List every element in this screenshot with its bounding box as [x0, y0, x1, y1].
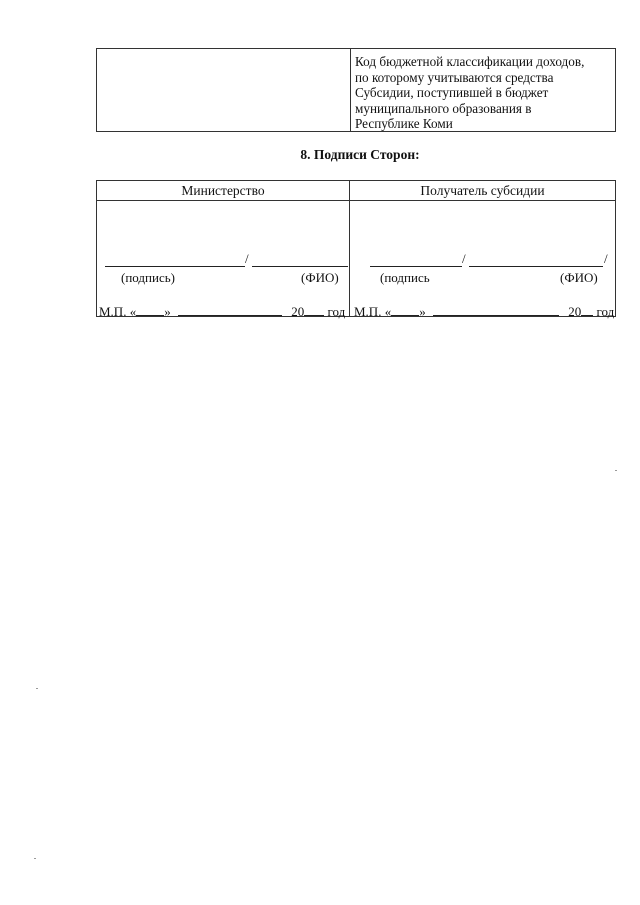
signature-line — [105, 266, 245, 267]
recipient-header: Получатель субсидии — [420, 183, 545, 198]
month-blank — [178, 305, 282, 316]
scan-speck — [36, 688, 38, 689]
slash-separator: / — [462, 251, 466, 266]
budget-code-line: Код бюджетной классификации доходов, — [355, 54, 585, 69]
signature-caption: (подпись — [380, 270, 430, 285]
budget-code-line: Субсидии, поступившей в бюджет — [355, 85, 549, 100]
seal-date-line — [99, 304, 345, 320]
year-blank — [304, 305, 324, 316]
signature-table-header — [97, 181, 615, 201]
scan-speck — [615, 470, 617, 471]
day-blank — [391, 305, 419, 316]
slash-separator: / — [245, 251, 249, 266]
slash-separator: / — [604, 251, 608, 266]
signature-table — [96, 180, 616, 317]
month-blank — [433, 305, 559, 316]
ministry-signature-cell — [97, 201, 350, 317]
seal-date-line — [354, 304, 614, 320]
year-suffix: год — [327, 304, 346, 319]
quote-close: » — [164, 304, 171, 319]
name-line — [252, 266, 348, 267]
section-title: 8. Подписи Сторон: — [300, 147, 420, 162]
scan-speck — [34, 858, 36, 859]
signature-line — [370, 266, 462, 267]
year-suffix: год — [596, 304, 615, 319]
seal-prefix: М.П. « — [354, 304, 392, 319]
ministry-header: Министерство — [97, 181, 350, 200]
year-prefix: 20 — [568, 304, 582, 319]
recipient-signature-cell — [350, 201, 615, 317]
budget-code-line: Республике Коми — [355, 116, 453, 131]
signature-caption: (подпись) — [121, 270, 175, 285]
budget-code-line: по которому учитываются средства — [355, 69, 554, 85]
budget-code-table — [96, 48, 616, 132]
budget-code-empty-cell — [97, 49, 351, 131]
day-blank — [136, 305, 164, 316]
seal-prefix: М.П. « — [99, 304, 137, 319]
year-blank — [581, 305, 593, 316]
budget-code-line: муниципального образования в — [355, 100, 532, 116]
name-line — [469, 266, 603, 267]
signature-table-body — [97, 201, 615, 317]
budget-code-description-cell — [351, 49, 615, 131]
name-caption: (ФИО) — [301, 270, 339, 285]
quote-close: » — [419, 304, 426, 319]
name-caption: (ФИО) — [560, 270, 598, 285]
year-prefix: 20 — [291, 304, 305, 319]
